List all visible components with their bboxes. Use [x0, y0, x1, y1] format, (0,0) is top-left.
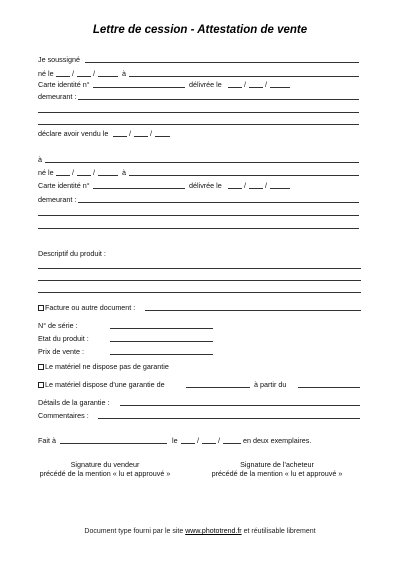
seller-ne-le-label: né le	[38, 69, 54, 78]
seller-delivree-day-field[interactable]	[228, 87, 242, 88]
buyer-address-line-3[interactable]	[38, 228, 359, 229]
buyer-address-line-2[interactable]	[38, 215, 359, 216]
seller-delivree-month-field[interactable]	[249, 87, 263, 88]
buyer-birth-year-field[interactable]	[98, 175, 118, 176]
prix-field[interactable]	[110, 354, 213, 355]
buyer-birthplace-field[interactable]	[129, 175, 359, 176]
seller-birthplace-field[interactable]	[129, 76, 359, 77]
descriptif-line-3[interactable]	[38, 292, 361, 293]
buyer-delivree-day-field[interactable]	[228, 188, 242, 189]
garantie-label: Le matériel dispose d'une garantie de	[45, 380, 165, 389]
details-garantie-field[interactable]	[120, 405, 360, 406]
date-separator: /	[93, 69, 95, 78]
je-soussigne-label: Je soussigné	[38, 55, 80, 64]
facture-field[interactable]	[145, 310, 361, 311]
footer-prefix: Document type fourni par le site	[84, 528, 184, 535]
buyer-signature-block	[202, 460, 352, 478]
fait-day-field[interactable]	[181, 443, 195, 444]
seller-address-line-2[interactable]	[38, 112, 359, 113]
date-separator: /	[72, 168, 74, 177]
buyer-birthplace-label: à	[122, 168, 126, 177]
buyer-address-field[interactable]	[78, 202, 359, 203]
date-separator: /	[72, 69, 74, 78]
fait-le-label: le	[172, 436, 178, 445]
buyer-demeurant-label: demeurant :	[38, 195, 77, 204]
descriptif-line-1[interactable]	[38, 268, 361, 269]
seller-delivree-year-field[interactable]	[270, 87, 290, 88]
buyer-ne-le-label: né le	[38, 168, 54, 177]
garantie-start-field[interactable]	[298, 387, 360, 388]
seller-address-field[interactable]	[78, 99, 359, 100]
date-separator: /	[244, 181, 246, 190]
document-title: Lettre de cession - Attestation de vente	[92, 24, 308, 36]
date-separator: /	[265, 181, 267, 190]
footer	[0, 528, 400, 535]
date-separator: /	[265, 80, 267, 89]
buyer-carte-label: Carte identité n°	[38, 181, 90, 190]
no-garantie-checkbox[interactable]	[38, 364, 44, 370]
facture-row	[38, 303, 135, 312]
no-garantie-row	[38, 362, 169, 371]
facture-label: Facture ou autre document :	[45, 303, 136, 312]
seller-birth-day-field[interactable]	[56, 76, 70, 77]
buyer-delivree-year-field[interactable]	[270, 188, 290, 189]
fait-a-field[interactable]	[60, 443, 167, 444]
seller-birthplace-label: à	[122, 69, 126, 78]
buyer-birth-day-field[interactable]	[56, 175, 70, 176]
footer-link[interactable]: www.phototrend.fr	[185, 528, 242, 535]
serie-field[interactable]	[110, 328, 213, 329]
descriptif-line-2[interactable]	[38, 280, 361, 281]
date-separator: /	[129, 129, 131, 138]
descriptif-label: Descriptif du produit :	[38, 249, 106, 258]
facture-checkbox[interactable]	[38, 305, 44, 311]
seller-signature-block	[30, 460, 180, 478]
seller-signature-title: Signature du vendeur	[70, 460, 140, 469]
declare-label: déclare avoir vendu le	[38, 129, 109, 138]
buyer-carte-field[interactable]	[93, 188, 185, 189]
seller-birth-year-field[interactable]	[98, 76, 118, 77]
prix-label: Prix de vente :	[38, 347, 84, 356]
sale-year-field[interactable]	[155, 136, 170, 137]
commentaires-label: Commentaires :	[38, 411, 89, 420]
seller-signature-note: précédé de la mention « lu et approuvé »	[39, 469, 171, 478]
no-garantie-label: Le matériel ne dispose pas de garantie	[45, 362, 169, 371]
footer-suffix: et réutilisable librement	[243, 528, 316, 535]
commentaires-field[interactable]	[98, 418, 360, 419]
details-garantie-label: Détails de la garantie :	[38, 398, 110, 407]
date-separator: /	[93, 168, 95, 177]
buyer-name-field[interactable]	[45, 162, 359, 163]
serie-label: N° de série :	[38, 321, 78, 330]
exemplaires-label: en deux exemplaires.	[243, 436, 312, 445]
sale-day-field[interactable]	[113, 136, 127, 137]
buyer-delivree-month-field[interactable]	[249, 188, 263, 189]
garantie-checkbox[interactable]	[38, 382, 44, 388]
fait-month-field[interactable]	[202, 443, 216, 444]
buyer-signature-title: Signature de l'acheteur	[240, 460, 314, 469]
seller-address-line-3[interactable]	[38, 124, 359, 125]
garantie-row	[38, 380, 165, 389]
date-separator: /	[244, 80, 246, 89]
date-separator: /	[218, 436, 220, 445]
date-separator: /	[197, 436, 199, 445]
buyer-birth-month-field[interactable]	[77, 175, 91, 176]
seller-carte-field[interactable]	[93, 87, 185, 88]
seller-birth-month-field[interactable]	[77, 76, 91, 77]
fait-year-field[interactable]	[223, 443, 241, 444]
buyer-signature-note: précédé de la mention « lu et approuvé »	[211, 469, 343, 478]
buyer-delivree-label: délivrée le	[189, 181, 222, 190]
buyer-a-label: à	[38, 155, 42, 164]
etat-label: Etat du produit :	[38, 334, 89, 343]
fait-a-label: Fait à	[38, 436, 56, 445]
sale-month-field[interactable]	[134, 136, 148, 137]
seller-demeurant-label: demeurant :	[38, 92, 77, 101]
seller-delivree-label: délivrée le	[189, 80, 222, 89]
date-separator: /	[150, 129, 152, 138]
je-soussigne-field[interactable]	[85, 62, 359, 63]
etat-field[interactable]	[110, 341, 213, 342]
seller-carte-label: Carte identité n°	[38, 80, 90, 89]
garantie-duration-field[interactable]	[186, 387, 250, 388]
garantie-partir-label: à partir du	[254, 380, 287, 389]
